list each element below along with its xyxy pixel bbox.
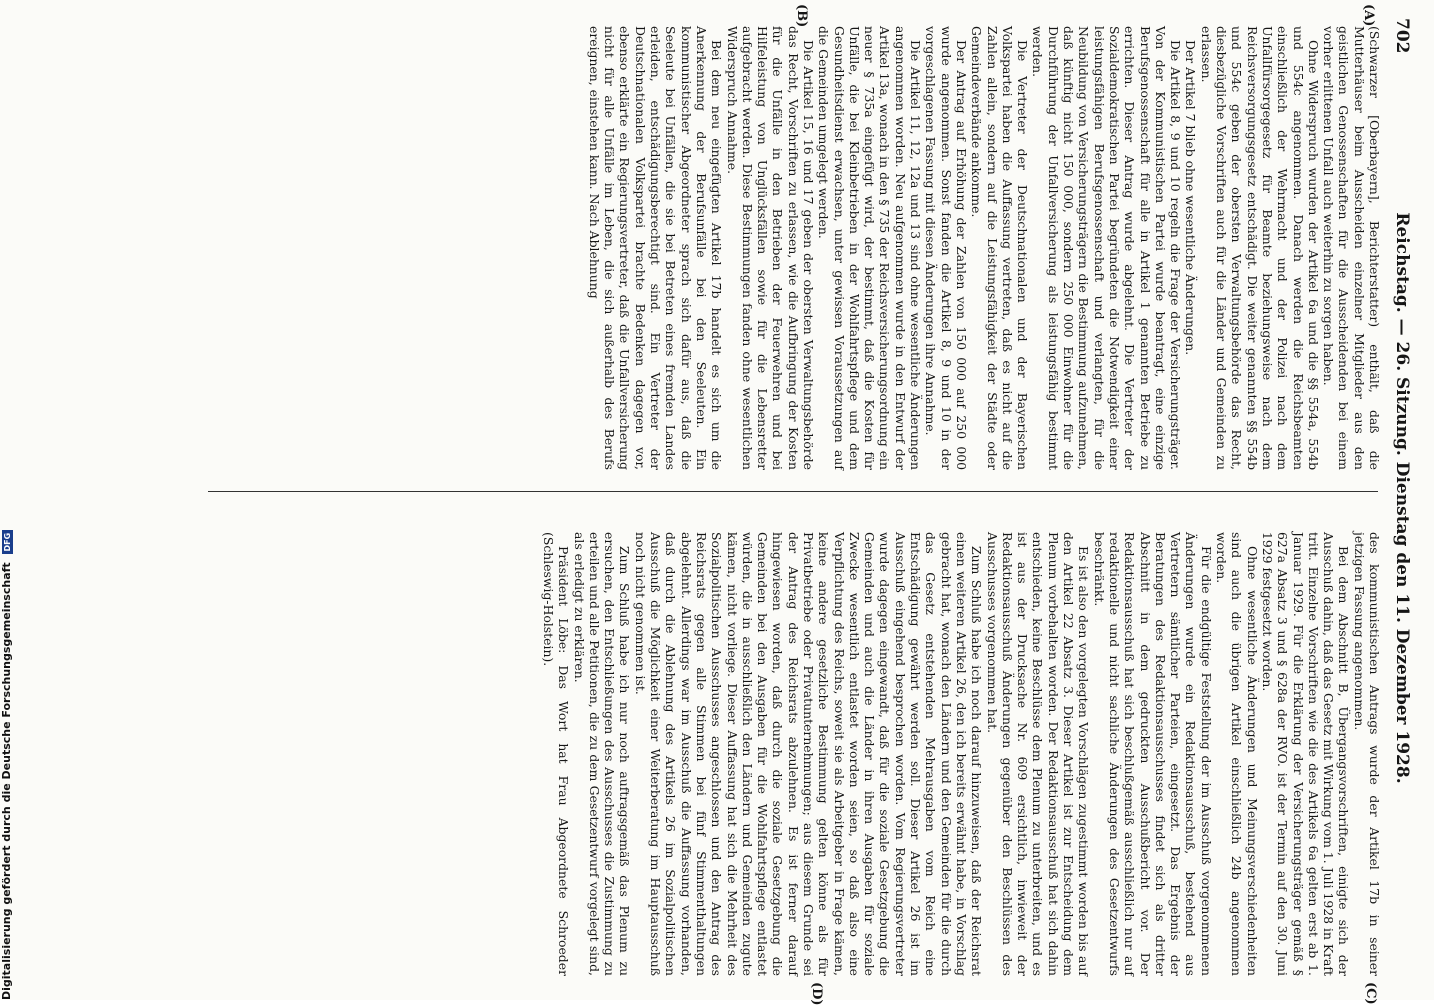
footer-note: Digitalisierung gefördert durch die Deutsche Forschungsgemeinschaft [0, 562, 13, 1000]
margin-mark-c: (C) [1363, 982, 1378, 1005]
margin-mark-b: (B) [794, 4, 809, 28]
page-number: 702 [1392, 18, 1412, 54]
paragraph: (Schwarzer [Oberbayern], Berichterstatter) enthält, daß die Mutterhäuser beim Ausscheiden einzelner Mitglieder aus den geistlichen Genossenschaften für die Ausscheidenden bei einem vorher erlittenen Unfall auch weiterhin zu sorgen haben. [1321, 26, 1382, 470]
speaker-paragraph: Präsident Löbe: Das Wort hat Frau Abgeordnete Schroeder (Schleswig-Holstein). [540, 532, 572, 976]
paragraph: Der Artikel 7 blieb ohne wesentliche Änderungen. [1183, 40, 1199, 356]
paragraph: Für die endgültige Feststellung der im Ausschuß vorgenommenen Änderungen wurde ein Redaktionsausschuß, bestehend aus Vertretern sämtlicher Parteien, eingesetzt. Das Ergebnis der Beratungen des Redaktionsausschusses findet sich als dritter Abschnitt in dem gedruckten Ausschußbericht vor. Der Redaktionsausschuß hat sich beschlußgemäß ausschließlich nur auf redaktionelle und nicht sachliche Änderungen des Gesetzentwurfs beschränkt. [1091, 532, 1214, 976]
paragraph: des kommunistischen Antrags wurde der Artikel 17b in seiner jetzigen Fassung angenommen. [1351, 532, 1382, 976]
margin-mark-d: (D) [809, 982, 824, 1006]
paragraph: Die Artikel 11, 12, 12a und 13 sind ohne wesentliche Änderungen angenommen worden. Neu aufgenommen wurde in den Entwurf der Artikel 13a, wonach in den § 735 der Reichsversicherungsordnung ein neuer § 735a eingefügt wird, der bestimmt, daß die Kosten für Unfälle, die bei Kleinbetrieben in der Wohlfahrtspflege und dem Gesundheitsdienst erwachsen, unter gewissen Voraussetzungen auf die Gemeinden umgelegt werden. [816, 26, 924, 470]
paragraph: Zum Schluß habe ich nur noch auftragsgemäß das Plenum zu ersuchen, den Entschließungen des Ausschusses die Zustimmung zu erteilen und alle Petitionen, die zu dem Gesetzentwurf vorgelegt sind, als erledigt zu erklären. [571, 532, 633, 976]
digitization-footer [0, 10, 20, 1000]
paragraph: Der Antrag auf Erhöhung der Zahlen von 150 000 auf 250 000 wurde angenommen. Sonst fanden die Artikel 8, 9 und 10 in der vorgeschlagenen Fassung mit diesen Änderungen ihre Annahme. [923, 26, 969, 470]
running-title: Reichstag. — 26. Sitzung. Dienstag den 11. Dezember 1928. [1392, 212, 1412, 784]
paragraph: Die Artikel 15, 16 und 17 geben der obersten Verwaltungsbehörde das Recht, Vorschriften zu erlassen, wie die Aufbringung der Kosten für die Unfälle in den Betrieben der Feuerwehren und bei Hilfeleistung von Unglücksfällen sowie für die Lebensretter aufgebracht werden. Diese Bestimmungen fanden ohne wesentlichen Widerspruch Annahme. [724, 26, 817, 470]
paragraph: Bei dem neu eingefügten Artikel 17b handelt es sich um die Anerkennung der Berufsunfälle bei den Seeleuten. Ein kommunistischer Abgeordneter sprach sich dafür aus, daß die Seeleute bei Unfällen, die sie bei Betreten eines fremden Landes erleiden, entschädigungsberechtigt sind. Ein Vertreter der Deutschnationalen Volkspartei brachte Bedenken dagegen vor, ebenso erklärte ein Regierungsvertreter, daß die Unfallversicherung nicht für alle Unfälle im Leben, die sich außerhalb des Berufs ereignen, einstehen kann. Nach Ablehnung [586, 26, 725, 470]
text-column-left [587, 26, 1382, 470]
paragraph: Ohne wesentliche Änderungen und Meinungsverschiedenheiten sind auch die übrigen Artikel einschließlich 24b angenommen worden. [1214, 532, 1260, 976]
paragraph: Zum Schluß habe ich noch darauf hinzuweisen, daß der Reichsrat einen weiteren Artikel 26, den ich bereits erwähnt habe, in Vorschlag gebracht hat, wonach den Ländern und den Gemeinden für die durch das Gesetz entstehenden Mehrausgaben vom Reich eine Entschädigung gewährt werden soll. Dieser Artikel 26 ist im Ausschuß eingehend besprochen worden. Vom Regierungsvertreter wurde dagegen eingewandt, daß für die soziale Gesetzgebung die Gemeinden und auch die Länder in ihren Ausgaben für soziale Zwecke wesentlich entlastet worden seien, so daß also eine Verpflichtung des Reichs, soweit sie als Arbeitgeber in Frage kämen, keine andere gesetzliche Bestimmung gelten könne als für Privatbetriebe oder Privatunternehmungen; aus diesem Grunde sei der Antrag des Reichsrats abzulehnen. Es ist ferner darauf hingewiesen worden, daß durch die soziale Gesetzgebung die Gemeinden bei den Ausgaben für die Wohlfahrtspflege entlastet würden, die in ausschließlich den Ländern und Gemeinden zugute kämen, nicht vorliege. Dieser Auffassung hat sich die Mehrheit des Sozialpolitischen Ausschusses angeschlossen und den Antrag des Reichsrats gegen alle Stimmen bei fünf Stimmenthaltungen abgelehnt. Allerdings war im Ausschuß die Auffassung vorhanden, daß durch die Ablehnung des Artikels 26 im Sozialpolitischen Ausschuß die Möglichkeit einer Weiterberatung im Hauptausschuß noch nicht genommen ist. [632, 532, 985, 976]
paragraph: Ohne Widerspruch wurden der Artikel 6a und die §§ 554a, 554b und 554c angenommen. Danach werden die Reichsbeamten einschließlich der Wehrmacht und der Polizei nach dem Unfallfürsorgegesetz für Beamte beziehungsweise nach dem Reichsversorgungsgesetz entschädigt. Die weiter genannten §§ 554b und 554c geben der obersten Verwaltungsbehörde das Recht, diesbezügliche Vorschriften auch für die Länder und Gemeinden zu erlassen. [1198, 26, 1321, 470]
dfg-logo: DFG [2, 530, 13, 555]
paragraph: Es ist also den vorgelegten Vorschlägen zugestimmt worden bis auf den Artikel 22 Absatz 3. Dieser Artikel ist zur Entscheidung dem Plenum vorbehalten worden. Der Redaktionsausschuß hat sich dahin entschieden, keine Beschlüsse dem Plenum zu unterbreiten, und es ist aus der Drucksache Nr. 609 ersichtlich, inwieweit der Redaktionsausschuß Änderungen gegenüber den Beschlüssen des Ausschusses vorgenommen hat. [984, 532, 1092, 976]
paragraph: Bei dem Abschnitt B, Übergangsvorschriften, einigte sich der Ausschuß dahin, daß das Gesetz mit Wirkung vom 1. Juli 1928 in Kraft tritt. Einzelne Vorschriften wie die des Artikels 6a gelten erst ab 1. Januar 1929. Für die Erklärung der Versicherungsträger gemäß § 627a Absatz 3 und § 628a der RVO. ist der Termin auf den 30. Juni 1929 festgesetzt worden. [1259, 532, 1352, 976]
column-divider [208, 491, 1378, 492]
paragraph: Die Artikel 8, 9 und 10 regeln die Frage der Versicherungsträger. Von der Kommunistischen Partei wurde beantragt, eine einzige Berufsgenossenschaft für alle in Artikel 1 genannten Betriebe zu errichten. Dieser Antrag wurde abgelehnt. Die Vertreter der Sozialdemokratischen Partei begründeten die Notwendigkeit einer leistungsfähigen Berufsgenossenschaft und verlangten, für die Neubildung von Versicherungsträgern die Bestimmung aufzunehmen, daß künftig nicht 150 000, sondern 250 000 Einwohner für die Durchführung der Unfallversicherung als leistungsfähig bestimmt werden. [1030, 26, 1184, 470]
text-column-right [541, 532, 1382, 976]
page-header [1388, 18, 1412, 978]
margin-mark-a: (A) [1361, 4, 1376, 27]
paragraph: Die Vertreter der Deutschnationalen und der Bayerischen Volkspartei haben die Auffassung vertreten, daß es nicht auf die Zahlen allein, sondern auf die Leistungsfähigkeit der Städte oder Gemeindeverbände ankomme. [969, 26, 1031, 470]
